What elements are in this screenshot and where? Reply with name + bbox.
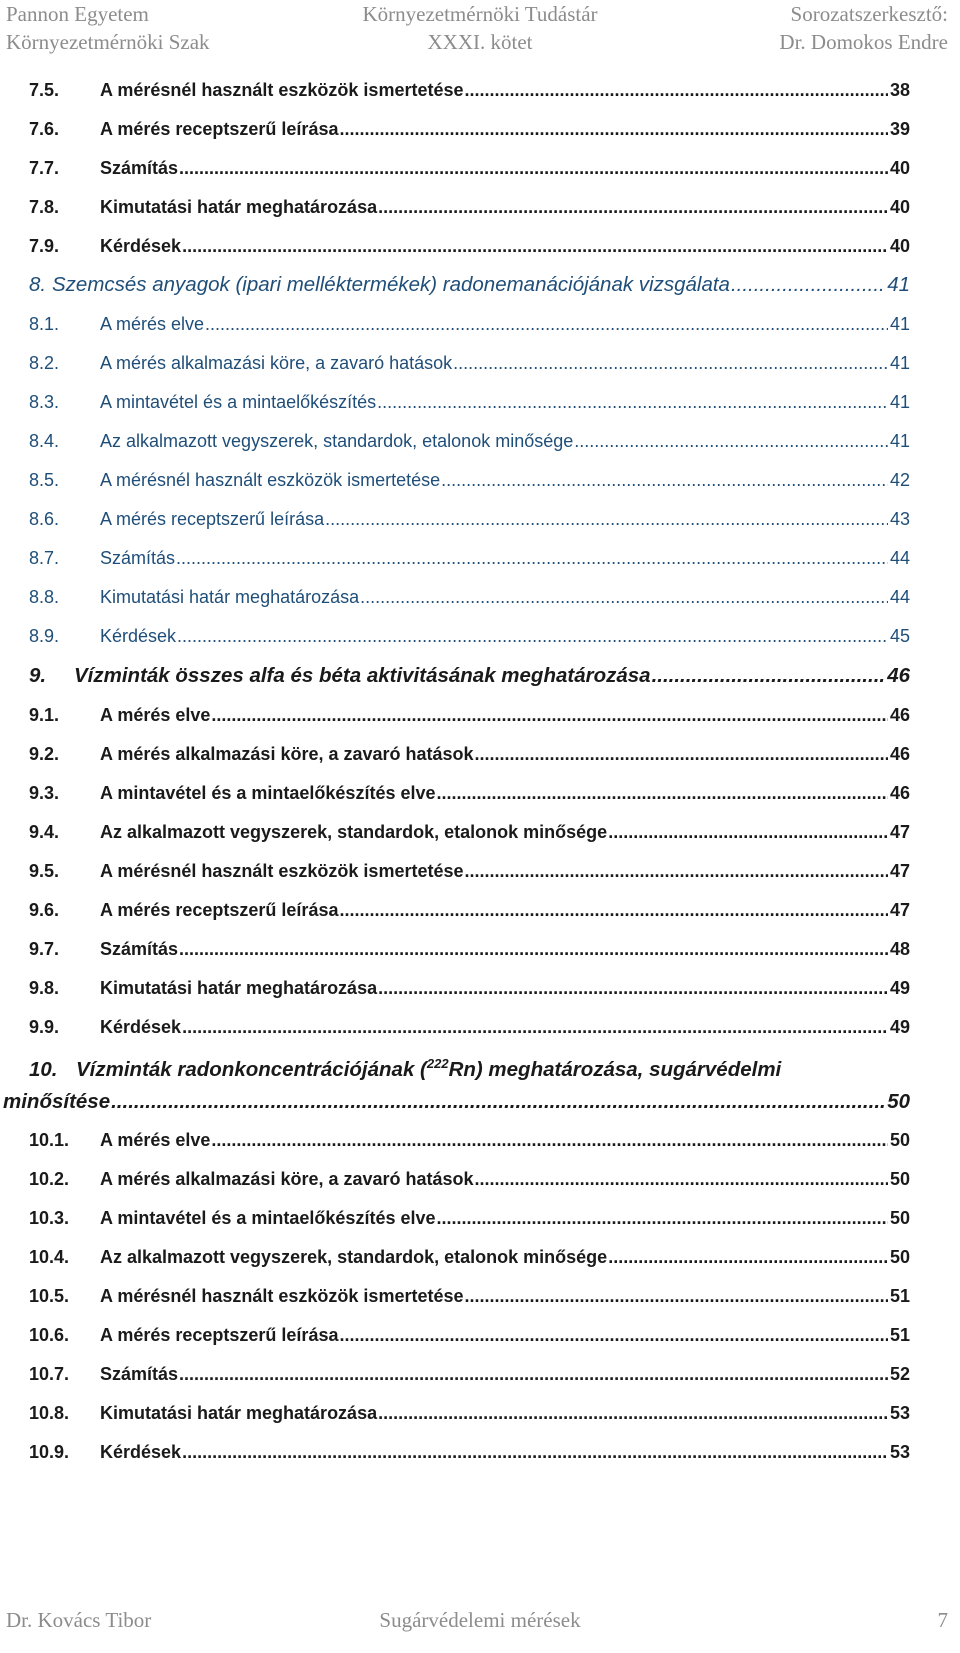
toc-entry[interactable]	[29, 978, 910, 999]
toc-entry-page: 46	[887, 664, 910, 687]
toc-entry[interactable]	[29, 939, 910, 960]
toc-leader-dots	[339, 1325, 887, 1346]
toc-entry-title: Kérdések	[100, 1442, 182, 1462]
toc-entry-title: A mérés receptszerű leírása	[100, 1325, 339, 1345]
toc-entry-page: 47	[889, 822, 910, 842]
toc-leader-dots	[182, 236, 888, 257]
toc-entry-title-line1	[76, 1056, 781, 1082]
toc-leader-dots	[176, 548, 888, 569]
toc-entry-page: 40	[889, 158, 910, 178]
page-header	[0, 0, 960, 70]
toc-entry-number: 7.6.	[29, 119, 60, 139]
toc-entry[interactable]	[29, 861, 910, 882]
toc-entry-title: Kérdések	[100, 236, 182, 256]
toc-entry[interactable]	[29, 1247, 910, 1268]
toc-entry[interactable]	[29, 587, 910, 608]
toc-leader-dots	[339, 900, 887, 921]
header-center	[343, 0, 617, 56]
toc-entry-number: 8.4.	[29, 431, 60, 451]
toc-entry-page: 53	[889, 1403, 910, 1423]
toc-leader-dots	[360, 587, 888, 608]
toc-entry-page: 51	[889, 1325, 910, 1345]
toc-entry-title: A mérésnél használt eszközök ismertetése	[100, 80, 464, 100]
toc-leader-dots	[608, 1247, 888, 1268]
toc-entry-number: 8.7.	[29, 548, 60, 568]
toc-entry-title: Számítás	[100, 548, 176, 568]
toc-leader-dots	[378, 978, 888, 999]
toc-title-part-a: Vízminták radonkoncentrációjának (	[76, 1057, 427, 1081]
toc-entry-number: 7.5.	[29, 80, 60, 100]
toc-entry-number: 8.9.	[29, 626, 60, 646]
toc-entry-page: 50	[889, 1130, 910, 1150]
toc-entry-page: 50	[889, 1169, 910, 1189]
toc-entry-page: 45	[889, 626, 910, 646]
toc-leader-dots	[437, 783, 888, 804]
header-university: Pannon Egyetem	[6, 2, 149, 26]
header-volume: XXXI. kötet	[427, 30, 533, 54]
toc-entry-title: Az alkalmazott vegyszerek, standardok, etalonok minősége	[100, 431, 574, 451]
toc-leader-dots	[437, 1208, 888, 1229]
toc-entry-title: Számítás	[100, 939, 179, 959]
toc-entry[interactable]	[29, 626, 910, 647]
toc-entry-number: 8.6.	[29, 509, 60, 529]
toc-entry-title-line2: minősítése	[3, 1090, 111, 1113]
toc-entry-number: 10.6.	[29, 1325, 70, 1345]
toc-entry[interactable]	[29, 353, 910, 374]
toc-chapter-continuation[interactable]	[3, 1090, 910, 1114]
toc-entry[interactable]	[29, 1286, 910, 1307]
toc-entry-page: 44	[889, 587, 910, 607]
toc-entry-number: 10.3.	[29, 1208, 70, 1228]
toc-entry-number: 8.3.	[29, 392, 60, 412]
toc-entry-page: 41	[889, 431, 910, 451]
toc-entry-number: 9.2.	[29, 744, 60, 764]
toc-leader-dots	[475, 1169, 888, 1190]
toc-entry[interactable]	[29, 119, 910, 140]
toc-leader-dots	[465, 861, 888, 882]
header-right	[779, 0, 948, 56]
toc-entry-page: 52	[889, 1364, 910, 1384]
toc-entry[interactable]	[29, 1364, 910, 1385]
toc-entry-page: 50	[889, 1208, 910, 1228]
toc-entry[interactable]	[29, 705, 910, 726]
toc-entry-page: 42	[889, 470, 910, 490]
toc-entry-number: 8.5.	[29, 470, 60, 490]
toc-entry-number: 9.3.	[29, 783, 60, 803]
toc-entry-number: 10.1.	[29, 1130, 70, 1150]
header-editor-name: Dr. Domokos Endre	[779, 30, 948, 54]
toc-entry-title: A mérés alkalmazási köre, a zavaró hatások	[100, 744, 474, 764]
toc-entry-page: 51	[889, 1286, 910, 1306]
toc-leader-dots	[652, 664, 886, 688]
toc-entry-title: A mintavétel és a mintaelőkészítés	[100, 392, 377, 412]
toc-leader-dots	[179, 1364, 888, 1385]
toc-entry-number: 8.8.	[29, 587, 60, 607]
toc-entry-title: A mérés receptszerű leírása	[100, 509, 325, 529]
toc-entry-title: Kérdések	[100, 626, 177, 646]
toc-entry-title: A mérésnél használt eszközök ismertetése	[100, 861, 464, 881]
toc-title-superscript: 222	[426, 1056, 449, 1071]
toc-entry[interactable]	[29, 236, 910, 257]
toc-entry-number: 9.7.	[29, 939, 60, 959]
footer-title: Sugárvédelemi mérések	[379, 1608, 581, 1632]
toc-entry-title: A mérés elve	[100, 705, 211, 725]
page-footer	[0, 1608, 960, 1638]
toc-chapter[interactable]	[29, 664, 910, 688]
toc-entry[interactable]	[29, 744, 910, 765]
footer-page-number: 7	[937, 1608, 948, 1632]
toc-entry[interactable]	[29, 431, 910, 452]
toc-leader-dots	[377, 392, 888, 413]
toc-entry-page: 47	[889, 861, 910, 881]
toc-leader-dots	[574, 431, 888, 452]
toc-entry-title: Kimutatási határ meghatározása	[100, 1403, 378, 1423]
toc-entry-page: 46	[889, 783, 910, 803]
toc-entry[interactable]	[29, 314, 910, 335]
toc-leader-dots	[111, 1090, 885, 1114]
toc-entry[interactable]	[29, 1017, 910, 1038]
toc-entry[interactable]	[29, 1325, 910, 1346]
toc-entry-page: 48	[889, 939, 910, 959]
toc-entry-number: 8.1.	[29, 314, 60, 334]
toc-entry-number: 9.8.	[29, 978, 60, 998]
toc-entry-page: 41	[889, 353, 910, 373]
toc-entry-page: 47	[889, 900, 910, 920]
toc-entry-title: Az alkalmazott vegyszerek, standardok, etalonok minősége	[100, 1247, 608, 1267]
toc-entry[interactable]	[29, 80, 910, 101]
toc-entry-number: 10.8.	[29, 1403, 70, 1423]
toc-entry-title: A mérés elve	[100, 1130, 211, 1150]
toc-entry-title: A mérés receptszerű leírása	[100, 900, 339, 920]
toc-entry[interactable]	[29, 1208, 910, 1229]
toc-entry-title: A mérésnél használt eszközök ismertetése	[100, 470, 441, 490]
toc-leader-dots	[731, 273, 885, 297]
toc-entry-title: A mérés elve	[100, 314, 205, 334]
toc-entry-page: 39	[889, 119, 910, 139]
toc-entry[interactable]	[29, 1442, 910, 1463]
toc-chapter[interactable]	[29, 273, 910, 297]
header-left	[6, 0, 210, 56]
toc-entry-title: A mérés receptszerű leírása	[100, 119, 339, 139]
toc-entry-title: A mintavétel és a mintaelőkészítés elve	[100, 1208, 436, 1228]
toc-leader-dots	[325, 509, 888, 530]
toc-entry-title: Számítás	[100, 158, 179, 178]
toc-entry-title: Kérdések	[100, 1017, 182, 1037]
toc-entry-title: A mérés alkalmazási köre, a zavaró hatások	[100, 353, 453, 373]
toc-leader-dots	[205, 314, 888, 335]
toc-entry-page: 49	[889, 1017, 910, 1037]
toc-entry[interactable]	[29, 900, 910, 921]
toc-leader-dots	[378, 1403, 888, 1424]
toc-entry-page: 40	[889, 197, 910, 217]
toc-leader-dots	[475, 744, 888, 765]
toc-leader-dots	[339, 119, 887, 140]
toc-entry[interactable]	[29, 197, 910, 218]
toc-entry-title: Szemcsés anyagok (ipari melléktermékek) radonemanációjának vizsgálata	[52, 273, 730, 296]
toc-entry-title: A mérés alkalmazási köre, a zavaró hatások	[100, 1169, 474, 1189]
toc-entry-page: 43	[889, 509, 910, 529]
toc-entry-number: 9.4.	[29, 822, 60, 842]
toc-leader-dots	[182, 1017, 888, 1038]
toc-leader-dots	[179, 158, 888, 179]
toc-entry[interactable]	[29, 470, 910, 491]
toc-entry-page: 53	[889, 1442, 910, 1462]
toc-entry[interactable]	[29, 1403, 910, 1424]
toc-entry-page: 50	[889, 1247, 910, 1267]
toc-entry-number: 7.9.	[29, 236, 60, 256]
toc-leader-dots	[465, 1286, 888, 1307]
toc-leader-dots	[441, 470, 888, 491]
toc-entry-page: 41	[889, 392, 910, 412]
toc-title-part-b: Rn) meghatározása, sugárvédelmi	[448, 1057, 782, 1081]
toc-entry[interactable]	[29, 392, 910, 413]
header-series: Környezetmérnöki Tudástár	[362, 2, 598, 26]
toc-leader-dots	[608, 822, 888, 843]
toc-entry-page: 50	[887, 1090, 910, 1113]
toc-entry-number: 7.7.	[29, 158, 60, 178]
toc-entry-number: 10.2.	[29, 1169, 70, 1189]
toc-chapter[interactable]	[29, 1056, 910, 1082]
toc-leader-dots	[177, 626, 888, 647]
toc-entry-number: 9.	[29, 664, 47, 687]
toc-entry-page: 41	[889, 314, 910, 334]
toc-entry-page: 46	[889, 744, 910, 764]
toc-leader-dots	[182, 1442, 888, 1463]
toc-entry-title: Kimutatási határ meghatározása	[100, 587, 360, 607]
toc-leader-dots	[179, 939, 888, 960]
toc-entry-number: 10.9.	[29, 1442, 70, 1462]
toc-entry-page: 41	[887, 273, 910, 296]
toc-leader-dots	[211, 1130, 888, 1151]
toc-entry-number: 10.5.	[29, 1286, 70, 1306]
header-program: Környezetmérnöki Szak	[6, 30, 210, 54]
toc-leader-dots	[378, 197, 888, 218]
toc-entry-page: 44	[889, 548, 910, 568]
toc-entry-title: A mérésnél használt eszközök ismertetése	[100, 1286, 464, 1306]
toc-entry-number: 10.	[29, 1057, 58, 1081]
toc-entry[interactable]	[29, 509, 910, 530]
toc-entry-number: 9.9.	[29, 1017, 60, 1037]
toc-entry-number: 9.5.	[29, 861, 60, 881]
toc-leader-dots	[465, 80, 888, 101]
toc-entry[interactable]	[29, 158, 910, 179]
toc-entry[interactable]	[29, 548, 910, 569]
toc-entry-number: 10.7.	[29, 1364, 70, 1384]
footer-author: Dr. Kovács Tibor	[6, 1608, 152, 1632]
toc-entry-title: Számítás	[100, 1364, 179, 1384]
toc-entry[interactable]	[29, 1130, 910, 1151]
toc-entry[interactable]	[29, 822, 910, 843]
toc-entry-number: 9.1.	[29, 705, 60, 725]
toc-entry-page: 40	[889, 236, 910, 256]
toc-entry-page: 49	[889, 978, 910, 998]
toc-entry[interactable]	[29, 1169, 910, 1190]
header-editor-label: Sorozatszerkesztő:	[790, 2, 948, 26]
toc-entry-title: Vízminták összes alfa és béta aktivitásának meghatározása	[74, 664, 651, 687]
toc-leader-dots	[211, 705, 888, 726]
toc-entry-number: 9.6.	[29, 900, 60, 920]
toc-leader-dots	[453, 353, 888, 374]
toc-entry-title: Az alkalmazott vegyszerek, standardok, etalonok minősége	[100, 822, 608, 842]
toc-entry[interactable]	[29, 783, 910, 804]
toc-entry-number: 10.4.	[29, 1247, 70, 1267]
toc-entry-page: 38	[889, 80, 910, 100]
toc-entry-number: 8.2.	[29, 353, 60, 373]
toc-entry-page: 46	[889, 705, 910, 725]
toc-entry-title: Kimutatási határ meghatározása	[100, 978, 378, 998]
toc-entry-title: A mintavétel és a mintaelőkészítés elve	[100, 783, 436, 803]
toc-entry-number: 7.8.	[29, 197, 60, 217]
toc-entry-number: 8.	[29, 273, 47, 296]
toc-entry-title: Kimutatási határ meghatározása	[100, 197, 378, 217]
